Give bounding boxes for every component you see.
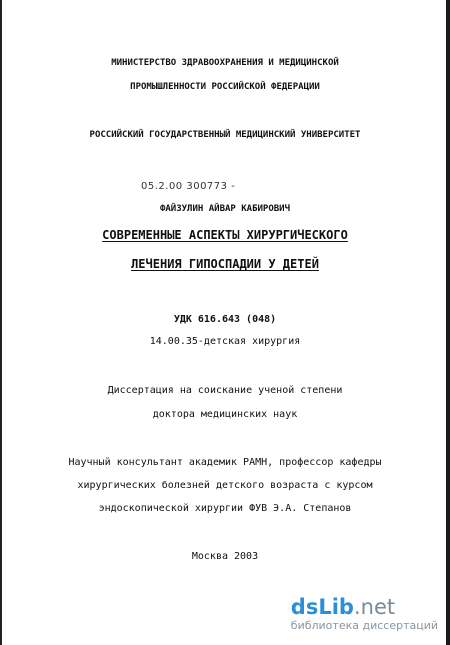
consultant-line-2: хирургических болезней детского возраста с курсом — [77, 480, 373, 491]
thesis-title-line-2: ЛЕЧЕНИЯ ГИПОСПАДИИ У ДЕТЕЙ — [131, 257, 319, 271]
author-name: ФАЙЗУЛИН АЙВАР КАБИРОВИЧ — [159, 204, 291, 214]
dslib-watermark[interactable] — [291, 596, 438, 632]
archive-stamp: 05.2.00 300773 - — [141, 181, 236, 192]
udk-code: УДК 616.643 (048) — [173, 314, 277, 325]
degree-line-1: Диссертация на соискание ученой степени — [107, 385, 343, 396]
specialty-code: 14.00.35-детская хирургия — [149, 336, 301, 347]
ministry-line-2: ПРОМЫШЛЕННОСТИ РОССИЙСКОЙ ФЕДЕРАЦИИ — [130, 82, 320, 92]
place-and-year: Москва 2003 — [191, 551, 259, 562]
consultant-line-3: эндоскопической хирургии ФУВ Э.А. Степанов — [98, 503, 352, 514]
dslib-logo: dsLib.net — [290, 595, 396, 619]
consultant-line-1: Научный консультант академик РАМН, профессор кафедры — [68, 457, 382, 468]
dslib-tagline: библиотека диссертаций — [290, 619, 438, 632]
thesis-title-line-1: СОВРЕМЕННЫЕ АСПЕКТЫ ХИРУРГИЧЕСКОГО — [102, 228, 348, 242]
degree-line-2: доктора медицинских наук — [152, 409, 298, 420]
university-name: РОССИЙСКИЙ ГОСУДАРСТВЕННЫЙ МЕДИЦИНСКИЙ УНИВЕРСИТЕТ — [89, 130, 361, 140]
ministry-line-1: МИНИСТЕРСТВО ЗДРАВООХРАНЕНИЯ И МЕДИЦИНСКОЙ — [111, 58, 339, 68]
